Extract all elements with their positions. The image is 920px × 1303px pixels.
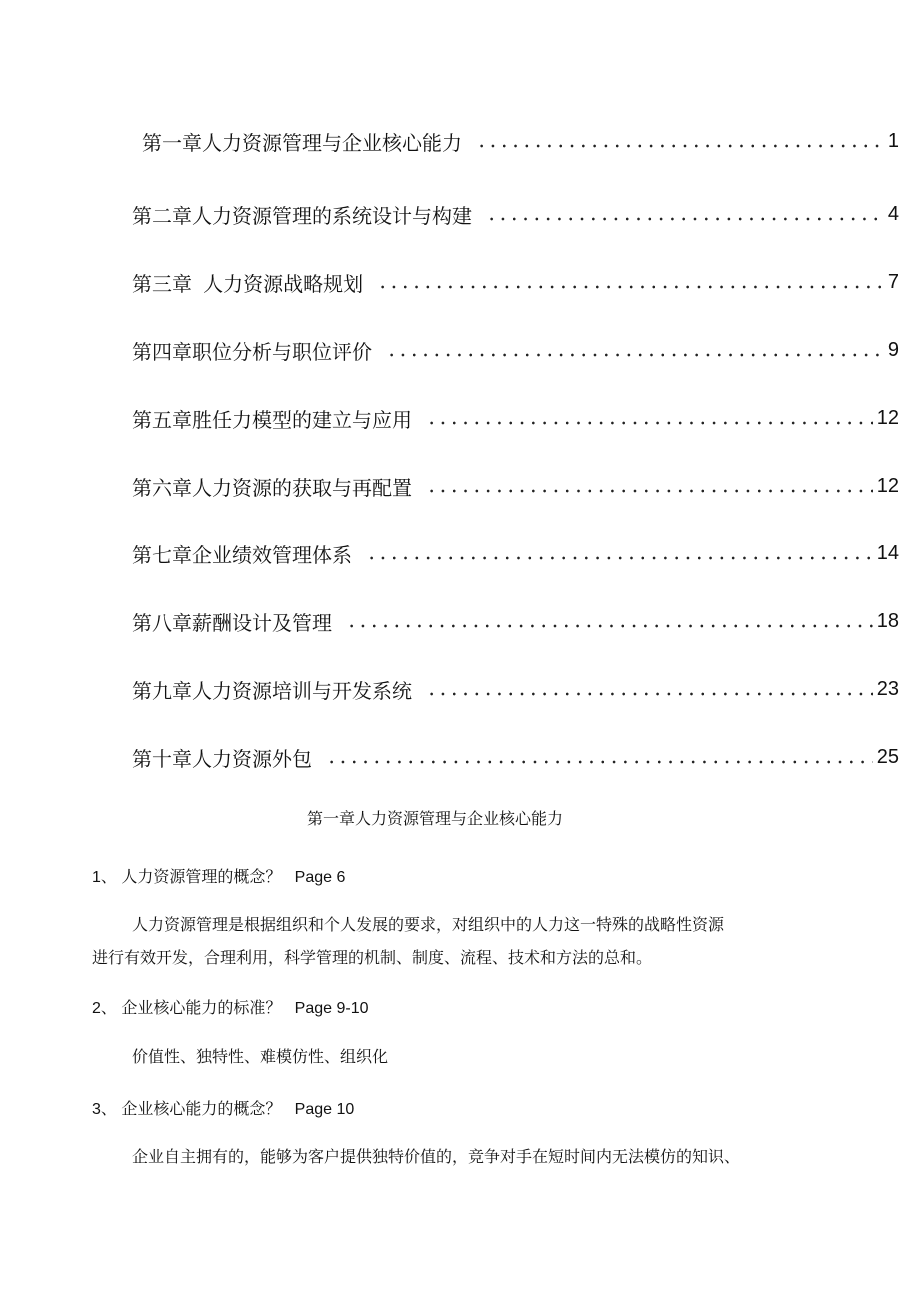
toc-entry-page: 18 <box>876 609 899 632</box>
toc-entry-title: 第二章人力资源管理的系统设计与构建 <box>132 205 472 228</box>
answer-1-line-1: 人力资源管理是根据组织和个人发展的要求，对组织中的人力这一特殊的战略性资源 <box>132 917 725 934</box>
toc-entry-page: 1 <box>887 129 899 152</box>
toc-entry-title: 第五章胜任力模型的建立与应用 <box>132 409 412 432</box>
toc-entry[interactable] <box>132 743 899 771</box>
toc-entry-title: 第一章人力资源管理与企业核心能力 <box>142 132 462 155</box>
toc-entry-page: 12 <box>876 474 899 497</box>
toc-entry[interactable] <box>132 675 899 703</box>
toc-entry[interactable] <box>132 472 899 500</box>
dot-leader <box>377 285 884 289</box>
toc-entry-title: 第三章 人力资源战略规划 <box>132 273 364 296</box>
toc-entry[interactable] <box>132 607 899 635</box>
toc-entry-title: 第九章人力资源培训与开发系统 <box>132 680 412 703</box>
toc-entry-title: 第十章人力资源外包 <box>132 748 312 771</box>
dot-leader <box>426 421 873 425</box>
toc-entry-page: 7 <box>887 270 899 293</box>
toc-entry-title: 第六章人力资源的获取与再配置 <box>132 477 412 500</box>
toc-entry[interactable] <box>132 336 899 364</box>
toc-entry[interactable] <box>132 404 899 432</box>
toc-entry-title: 第七章企业绩效管理体系 <box>132 544 352 567</box>
toc-entry[interactable] <box>132 268 899 296</box>
toc-entry-page: 23 <box>876 677 899 700</box>
answer-2: 价值性、独特性、难模仿性、组织化 <box>132 1049 389 1066</box>
dot-leader <box>366 556 873 560</box>
toc-entry[interactable] <box>132 539 899 567</box>
toc-entry-page: 4 <box>887 202 899 225</box>
chapter-heading: 第一章人力资源管理与企业核心能力 <box>306 811 563 828</box>
dot-leader <box>386 353 884 357</box>
dot-leader <box>346 624 873 628</box>
dot-leader <box>426 692 873 696</box>
toc-entry-page: 12 <box>876 406 899 429</box>
toc-entry[interactable] <box>132 200 899 228</box>
dot-leader <box>476 144 884 148</box>
toc-entry-page: 14 <box>876 541 899 564</box>
toc-entry-page: 9 <box>887 338 899 361</box>
question-1: 1、 人力资源管理的概念？ Page 6 <box>92 869 346 886</box>
dot-leader <box>426 489 873 493</box>
dot-leader <box>326 760 873 764</box>
answer-1-line-2: 进行有效开发，合理利用，科学管理的机制、制度、流程、技术和方法的总和。 <box>92 950 653 967</box>
answer-3-line-1: 企业自主拥有的，能够为客户提供独特价值的，竞争对手在短时间内无法模仿的知识、 <box>132 1149 741 1166</box>
toc-entry[interactable] <box>142 127 899 155</box>
toc-entry-page: 25 <box>876 745 899 768</box>
toc-entry-title: 第八章薪酬设计及管理 <box>132 612 332 635</box>
question-2: 2、 企业核心能力的标准？ Page 9-10 <box>92 1000 369 1017</box>
question-3: 3、 企业核心能力的概念？ Page 10 <box>92 1101 355 1118</box>
toc-entry-title: 第四章职位分析与职位评价 <box>132 341 372 364</box>
dot-leader <box>486 217 884 221</box>
